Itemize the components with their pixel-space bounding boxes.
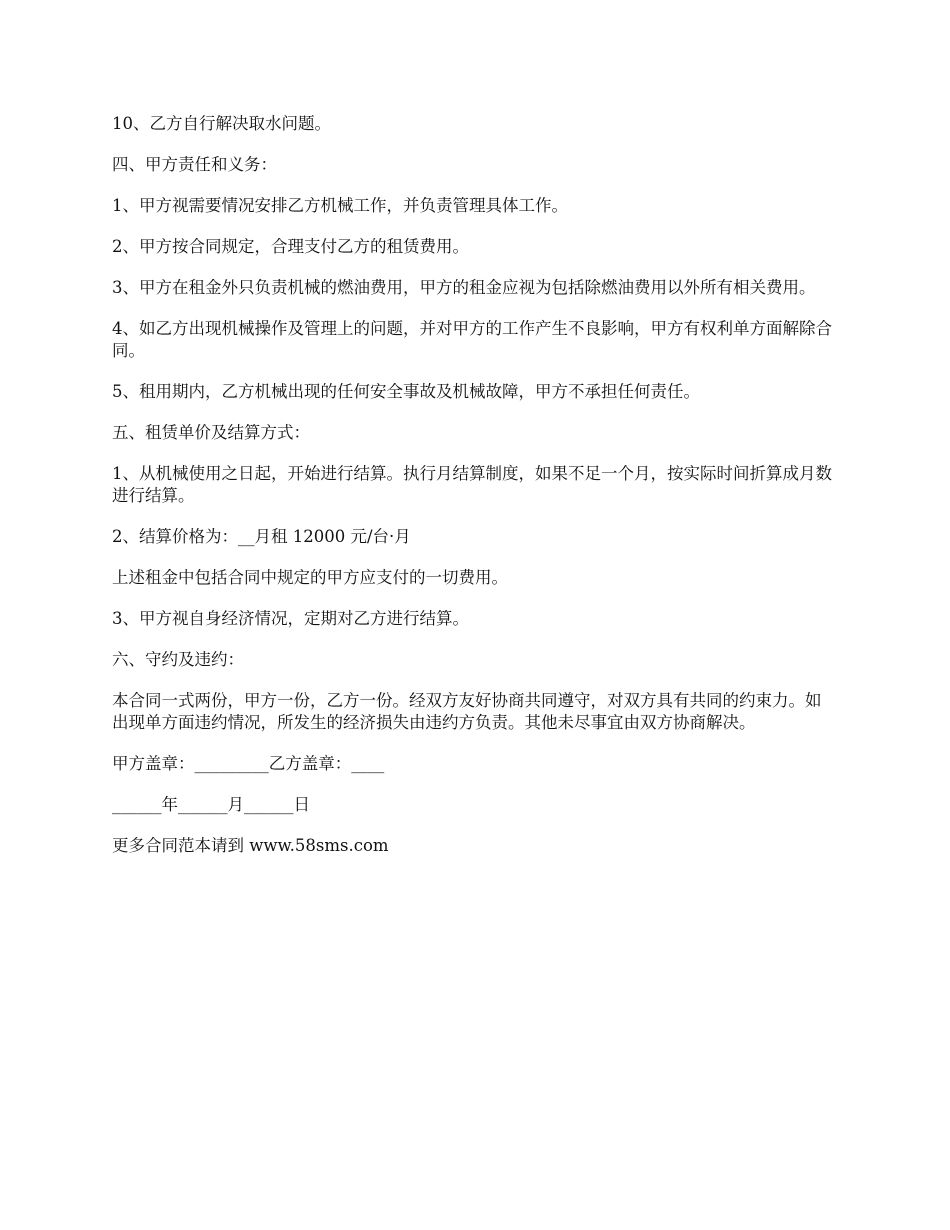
clause-settlement-price: 2、结算价格为：__月租 12000 元/台·月 (112, 527, 411, 546)
signature-line: 甲方盖章：_________乙方盖章：____ (112, 754, 385, 773)
section-heading-pricing: 五、租赁单价及结算方式： (112, 423, 310, 442)
clause-terminate-contract: 4、如乙方出现机械操作及管理上的问题，并对甲方的工作产生不良影响，甲方有权利单方面解除合同。 (112, 319, 832, 360)
clause-settlement-start: 1、从机械使用之日起，开始进行结算。执行月结算制度，如果不足一个月，按实际时间折算成月数进行结算。 (112, 464, 832, 505)
date-line: ______年______月______日 (112, 795, 310, 814)
section-heading-party-a-duties: 四、甲方责任和义务： (112, 155, 277, 174)
clause-water-supply: 10、乙方自行解决取水问题。 (112, 114, 331, 133)
section-heading-breach: 六、守约及违约： (112, 650, 244, 669)
clause-arrange-work: 1、甲方视需要情况安排乙方机械工作，并负责管理具体工作。 (112, 196, 568, 215)
document-page (112, 113, 832, 876)
clause-pay-rent: 2、甲方按合同规定，合理支付乙方的租赁费用。 (112, 237, 469, 256)
clause-no-liability: 5、租用期内，乙方机械出现的任何安全事故及机械故障，甲方不承担任何责任。 (112, 382, 700, 401)
footer-more-templates: 更多合同范本请到 www.58sms.com (112, 836, 389, 855)
clause-copies-and-breach: 本合同一式两份，甲方一份，乙方一份。经双方友好协商共同遵守，对双方具有共同的约束力。如出现单方面违约情况，所发生的经济损失由违约方负责。其他未尽事宜由双方协商解决。 (112, 691, 822, 732)
clause-periodic-settlement: 3、甲方视自身经济情况，定期对乙方进行结算。 (112, 609, 469, 628)
clause-fuel-cost: 3、甲方在租金外只负责机械的燃油费用，甲方的租金应视为包括除燃油费用以外所有相关费用。 (112, 278, 816, 297)
clause-rent-includes: 上述租金中包括合同中规定的甲方应支付的一切费用。 (112, 568, 508, 587)
